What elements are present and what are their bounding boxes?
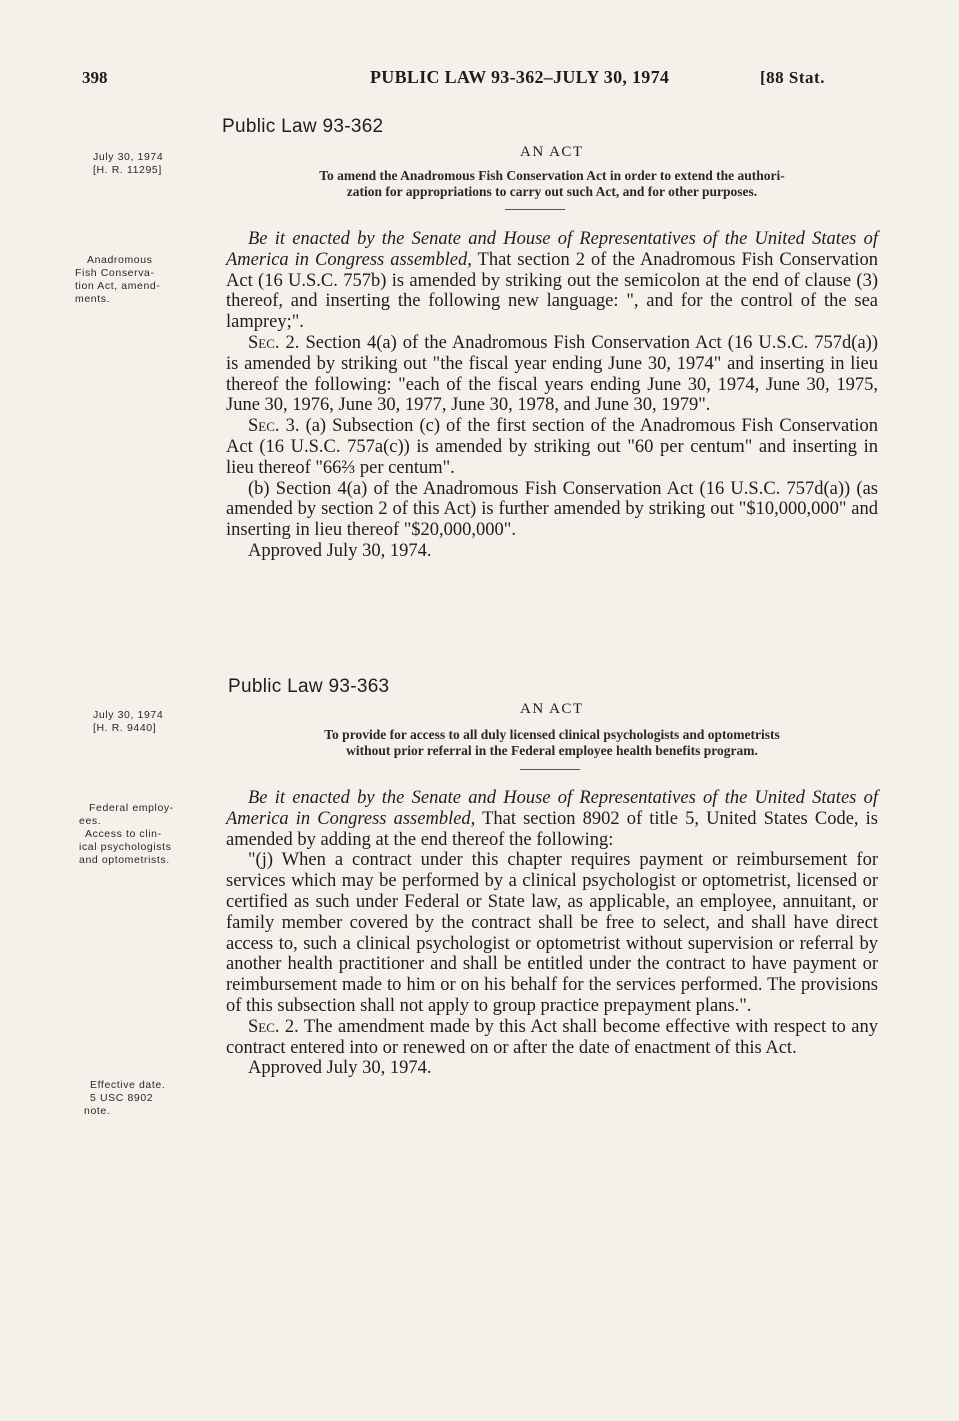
law2-sec1: Be it enacted by the Senate and House of Representatives of the United States of America in Congress assembled, That section 8902 of title 5, United States Code, is amended by adding at the end thereof the following:: [226, 788, 878, 850]
law1-title: Public Law 93-362: [222, 116, 384, 137]
law1-sec1: Be it enacted by the Senate and House of Representatives of the United States of America in Congress assembled, That section 2 of the Anadromous Fish Conservation Act (16 U.S.C. 757b) is amended by striking out the semicolon at the end of clause (3) thereof, and inserting the following new language: ", and for the control of the sea lamprey;".: [226, 229, 878, 333]
volume-label: [88 Stat.: [760, 68, 825, 87]
law1-margin-date: July 30, 1974 [H. R. 11295]: [93, 151, 164, 176]
law2-body: [226, 788, 878, 1079]
law2-sec2: Sec. 2. The amendment made by this Act shall become effective with respect to any contract entered into or renewed on or after the date of enactment of this Act.: [226, 1016, 878, 1058]
running-title: PUBLIC LAW 93-362–JULY 30, 1974: [370, 67, 670, 87]
law2-an-act: AN ACT: [520, 701, 584, 717]
law1-an-act: AN ACT: [520, 144, 584, 160]
law2-margin-date: July 30, 1974 [H. R. 9440]: [93, 709, 164, 734]
law2-approved: Approved July 30, 1974.: [248, 1058, 432, 1079]
law2-margin-effective: Effective date. 5 USC 8902 note.: [84, 1079, 166, 1117]
law1-margin-subject: Anadromous Fish Conserva- tion Act, amend- ments.: [75, 254, 161, 305]
law1-sec2: Sec. 2. Section 4(a) of the Anadromous Fish Conservation Act (16 U.S.C. 757d(a)) is amended by striking out "the fiscal year ending June 30, 1974" and inserting in lieu thereof the following: "each of the fiscal years ending June 30, 1974, June 30, 1975, June 30, 1976, June 30, 1977, June 30, 1978, and June 30, 1979".: [226, 332, 878, 416]
law1-purpose: To amend the Anadromous Fish Conservation Act in order to extend the authori- zation for appropriations to carry out such Act, and for other purposes.: [319, 168, 785, 199]
law1-divider: [505, 209, 565, 210]
law1-sec3a: Sec. 3. (a) Subsection (c) of the first section of the Anadromous Fish Conservation Act (16 U.S.C. 757a(c)) is amended by striking out "60 per centum" and inserting in lieu thereof "66⅔ per centum".: [226, 416, 878, 478]
law2-divider: [520, 769, 580, 770]
law2-sec1-j: "(j) When a contract under this chapter requires payment or reimbursement for services which may be performed by a clinical psychologist or optometrist, licensed or certified as such under Federal or State law, as applicable, an employee, annuitant, or family member covered by the contract shall be free to select, and shall have direct access to, such a clinical psychologist or optometrist without supervision or referral by another health practitioner and shall be entitled under the contract to have payment or reimbursement made to him or on his behalf for the services performed. The provisions of this subsection shall not apply to group practice prepayment plans.".: [226, 850, 878, 1016]
law1-body: [226, 229, 878, 562]
law1-sec3b: (b) Section 4(a) of the Anadromous Fish Conservation Act (16 U.S.C. 757d(a)) (as amended by section 2 of this Act) is further amended by striking out "$10,000,000" and inserting in lieu thereof "$20,000,000".: [226, 478, 878, 541]
law2-margin-subject: Federal employ- ees. Access to clin- ical psychologists and optometrists.: [79, 802, 174, 866]
law1-approved: Approved July 30, 1974.: [248, 540, 432, 561]
law2-purpose: To provide for access to all duly licensed clinical psychologists and optometrists without prior referral in the Federal employee health benefits program.: [324, 727, 780, 758]
page-number: 398: [82, 68, 108, 87]
law2-title: Public Law 93-363: [228, 676, 390, 697]
